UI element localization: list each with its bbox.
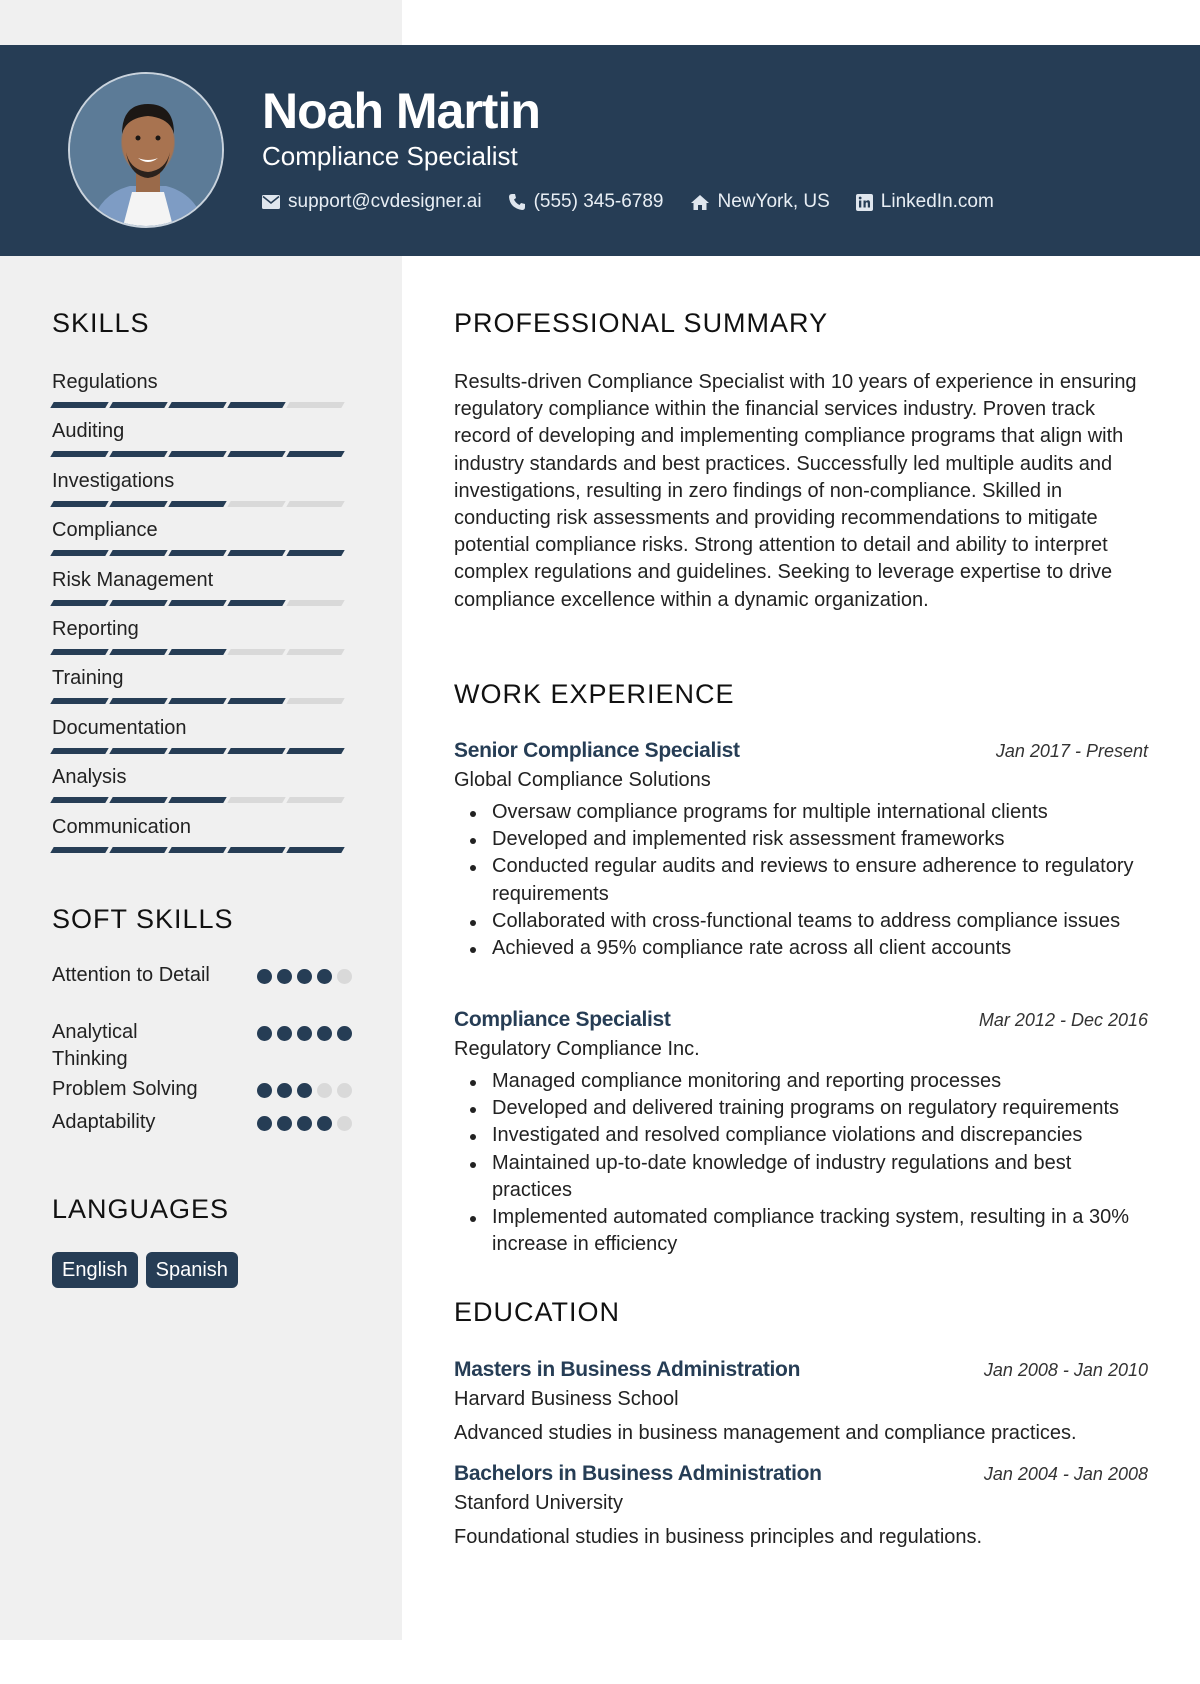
soft-skills-heading: SOFT SKILLS — [52, 904, 234, 934]
skill-segment-filled — [50, 698, 108, 704]
contact-linkedin[interactable] — [856, 191, 994, 213]
job-dates: Jan 2017 - Present — [995, 741, 1148, 761]
contact-email-text: support@cvdesigner.ai — [288, 191, 482, 212]
rating-dot-empty — [337, 1116, 352, 1131]
skill-segment-filled — [50, 600, 108, 606]
degree-title: Bachelors in Business Administration — [454, 1462, 822, 1485]
skill-segment-filled — [109, 698, 167, 704]
skill-segment-filled — [109, 402, 167, 408]
skill-segment-filled — [50, 649, 108, 655]
languages-heading: LANGUAGES — [52, 1194, 230, 1224]
rating-dot-filled — [317, 969, 332, 984]
skill-segment-filled — [109, 550, 167, 556]
rating-dot-filled — [317, 1116, 332, 1131]
skill-segment-filled — [50, 501, 108, 507]
school-name: Harvard Business School — [454, 1388, 679, 1410]
soft-skill-label: Problem Solving — [52, 1078, 198, 1100]
work-entry — [454, 739, 1148, 962]
job-bullets — [454, 799, 1148, 962]
skill-label: Risk Management — [52, 568, 214, 591]
rating-dot-empty — [337, 969, 352, 984]
rating-dot-empty — [317, 1083, 332, 1098]
skill-segment-filled — [168, 649, 226, 655]
summary-heading: PROFESSIONAL SUMMARY — [454, 308, 829, 338]
job-company: Global Compliance Solutions — [454, 769, 711, 791]
skill-level-bar — [52, 600, 348, 606]
skill-segment-filled — [50, 402, 108, 408]
skill-item — [52, 763, 348, 812]
skill-level-bar — [52, 649, 348, 655]
work-entry — [454, 1008, 1148, 1258]
skill-item — [52, 566, 348, 615]
skill-segment-empty — [227, 649, 285, 655]
work-heading: WORK EXPERIENCE — [454, 679, 735, 709]
skill-label: Investigations — [52, 469, 175, 492]
job-bullet: Maintained up-to-date knowledge of industry regulations and best practices — [454, 1150, 1148, 1204]
rating-dot-filled — [337, 1026, 352, 1041]
contact-location — [690, 191, 830, 213]
skill-segment-filled — [168, 451, 226, 457]
language-badge: Spanish — [146, 1252, 238, 1288]
rating-dot-filled — [297, 1026, 312, 1041]
skill-segment-filled — [286, 748, 344, 754]
linkedin-icon — [856, 194, 873, 211]
skill-segment-filled — [227, 451, 285, 457]
rating-dot-filled — [257, 969, 272, 984]
skill-segment-empty — [286, 649, 344, 655]
soft-skill-rating — [252, 962, 352, 984]
skill-label: Communication — [52, 815, 191, 838]
language-badge: English — [52, 1252, 138, 1288]
skill-label: Regulations — [52, 371, 158, 393]
skill-segment-empty — [286, 600, 344, 606]
degree-dates: Jan 2004 - Jan 2008 — [983, 1464, 1148, 1484]
contact-location-text: NewYork, US — [717, 191, 830, 212]
rating-dot-filled — [277, 1083, 292, 1098]
skill-segment-filled — [168, 748, 226, 754]
contact-phone-text: (555) 345-6789 — [533, 191, 664, 212]
skill-segment-filled — [168, 402, 226, 408]
skill-segment-filled — [168, 550, 226, 556]
contact-email[interactable] — [262, 191, 482, 213]
job-bullet: Oversaw compliance programs for multiple international clients — [454, 799, 1148, 826]
skill-level-bar — [52, 550, 348, 556]
job-title: Compliance Specialist — [454, 1008, 671, 1031]
skill-segment-filled — [168, 600, 226, 606]
skills-heading: SKILLS — [52, 308, 150, 338]
education-entry — [454, 1462, 1148, 1551]
skill-segment-filled — [109, 847, 167, 853]
skill-segment-filled — [168, 797, 226, 803]
skill-segment-filled — [50, 748, 108, 754]
skill-segment-filled — [50, 847, 108, 853]
rating-dot-filled — [297, 1083, 312, 1098]
rating-dot-filled — [257, 1116, 272, 1131]
skill-item — [52, 516, 348, 565]
skill-level-bar — [52, 797, 348, 803]
skill-item — [52, 368, 348, 417]
skill-level-bar — [52, 748, 348, 754]
contact-bar — [262, 191, 1020, 213]
soft-skill-label: Adaptability — [52, 1111, 156, 1133]
skill-label: Documentation — [52, 716, 187, 739]
avatar — [68, 72, 224, 228]
job-title: Senior Compliance Specialist — [454, 739, 740, 762]
skill-segment-filled — [227, 698, 285, 704]
skill-segment-filled — [227, 550, 285, 556]
skill-segment-empty — [286, 402, 344, 408]
job-bullet: Conducted regular audits and reviews to ensure adherence to regulatory requirements — [454, 853, 1148, 907]
soft-skill-item — [52, 1076, 352, 1103]
avatar-portrait-icon — [70, 74, 224, 228]
skill-segment-empty — [286, 501, 344, 507]
skill-segment-empty — [227, 797, 285, 803]
skill-segment-filled — [109, 649, 167, 655]
skill-level-bar — [52, 451, 348, 457]
skill-item — [52, 467, 348, 516]
education-entry — [454, 1358, 1148, 1447]
skill-level-bar — [52, 847, 348, 853]
home-icon — [690, 194, 710, 211]
skill-segment-filled — [168, 501, 226, 507]
skill-segment-empty — [286, 797, 344, 803]
job-bullet: Developed and delivered training programs on regulatory requirements — [454, 1095, 1148, 1122]
job-bullets — [454, 1068, 1148, 1258]
skill-segment-filled — [227, 402, 285, 408]
skill-segment-filled — [50, 797, 108, 803]
degree-description: Advanced studies in business management and compliance practices. — [454, 1422, 1077, 1444]
skill-segment-filled — [109, 797, 167, 803]
degree-title: Masters in Business Administration — [454, 1358, 801, 1381]
degree-dates: Jan 2008 - Jan 2010 — [983, 1360, 1148, 1380]
skill-label: Auditing — [52, 420, 125, 443]
skill-label: Analysis — [52, 766, 127, 789]
soft-skill-rating — [252, 1109, 352, 1131]
skill-item — [52, 813, 348, 862]
skill-segment-filled — [168, 698, 226, 704]
skill-level-bar — [52, 501, 348, 507]
education-heading: EDUCATION — [454, 1297, 621, 1327]
rating-dot-filled — [277, 1026, 292, 1041]
degree-description: Foundational studies in business principles and regulations. — [454, 1526, 983, 1548]
skill-level-bar — [52, 698, 348, 704]
contact-phone[interactable] — [508, 191, 664, 213]
skill-segment-filled — [109, 501, 167, 507]
skill-segment-filled — [168, 847, 226, 853]
rating-dot-filled — [297, 969, 312, 984]
rating-dot-filled — [317, 1026, 332, 1041]
soft-skill-rating — [252, 1019, 352, 1041]
envelope-icon — [262, 195, 280, 209]
soft-skill-label: Analytical Thinking — [52, 1021, 138, 1070]
skill-segment-filled — [50, 451, 108, 457]
skill-segment-filled — [109, 748, 167, 754]
soft-skill-rating — [252, 1076, 352, 1098]
languages-list — [52, 1252, 246, 1288]
skill-label: Training — [52, 667, 124, 690]
job-bullet: Managed compliance monitoring and reporting processes — [454, 1068, 1148, 1095]
skill-segment-filled — [286, 847, 344, 853]
soft-skill-item — [52, 1109, 352, 1136]
candidate-name: Noah Martin — [262, 83, 540, 139]
skill-segment-filled — [227, 847, 285, 853]
skill-label: Reporting — [52, 617, 139, 640]
skill-level-bar — [52, 402, 348, 408]
skill-item — [52, 714, 348, 763]
job-bullet: Achieved a 95% compliance rate across all client accounts — [454, 935, 1148, 962]
skill-segment-filled — [227, 600, 285, 606]
job-company: Regulatory Compliance Inc. — [454, 1038, 700, 1060]
skill-segment-filled — [50, 550, 108, 556]
skill-segment-empty — [286, 698, 344, 704]
skill-segment-filled — [109, 600, 167, 606]
skill-item — [52, 615, 348, 664]
job-dates: Mar 2012 - Dec 2016 — [978, 1010, 1148, 1030]
phone-icon — [508, 193, 526, 211]
skill-segment-filled — [286, 550, 344, 556]
soft-skill-item — [52, 1019, 352, 1073]
soft-skill-label: Attention to Detail — [52, 964, 210, 986]
rating-dot-filled — [257, 1026, 272, 1041]
skill-segment-filled — [109, 451, 167, 457]
resume-header — [0, 45, 1200, 256]
contact-linkedin-text: LinkedIn.com — [880, 191, 994, 212]
rating-dot-empty — [337, 1083, 352, 1098]
skill-item — [52, 664, 348, 713]
skill-segment-filled — [286, 451, 344, 457]
job-bullet: Investigated and resolved compliance violations and discrepancies — [454, 1122, 1148, 1149]
skills-list — [52, 368, 348, 862]
rating-dot-filled — [257, 1083, 272, 1098]
rating-dot-filled — [297, 1116, 312, 1131]
soft-skill-item — [52, 962, 352, 989]
job-bullet: Collaborated with cross-functional teams to address compliance issues — [454, 908, 1148, 935]
skill-label: Compliance — [52, 519, 158, 542]
summary-text: Results-driven Compliance Specialist with 10 years of experience in ensuring regulatory compliance within the financial services industry. Proven track record of developing and implementing compliance programs that align with industry standards and best practices. Successfully led multiple audits and investigations, resulting in zero findings of non-compliance. Skilled in conducting risk assessments and providing recommendations to mitigate potential compliance risks. Strong attention to detail and ability to interpret complex regulations and guidelines. Seeking to leverage expertise to drive compliance excellence within a dynamic organization. — [454, 371, 1137, 611]
skill-segment-empty — [227, 501, 285, 507]
rating-dot-filled — [277, 969, 292, 984]
skill-item — [52, 417, 348, 466]
school-name: Stanford University — [454, 1492, 623, 1514]
candidate-title: Compliance Specialist — [262, 141, 518, 171]
skill-segment-filled — [227, 748, 285, 754]
job-bullet: Developed and implemented risk assessment frameworks — [454, 826, 1148, 853]
job-bullet: Implemented automated compliance tracking system, resulting in a 30% increase in efficiency — [454, 1204, 1148, 1258]
rating-dot-filled — [277, 1116, 292, 1131]
